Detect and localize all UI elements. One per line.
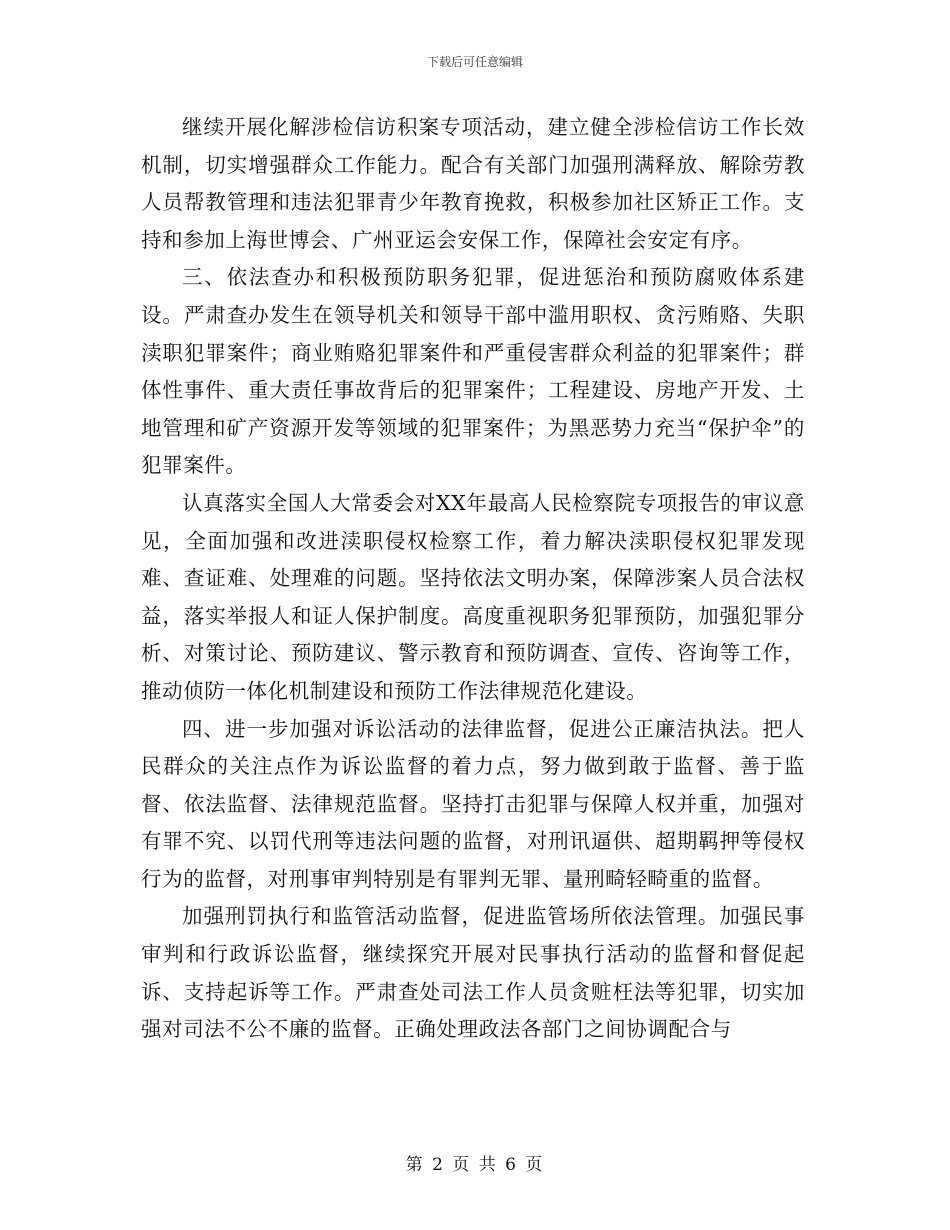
document-body [141, 109, 805, 1049]
paragraph-5: 加强刑罚执行和监管活动监督，促进监管场所依法管理。加强民事审判和行政诉讼监督，继续探究开展对民事执行活动的监督和督促起诉、支持起诉等工作。严肃查处司法工作人员贪赃枉法等犯罪，切实加强对司法不公不廉的监督。正确处理政法各部门之间协调配合与 [141, 904, 805, 1042]
paragraph-3: 认真落实全国人大常委会对XX年最高人民检察院专项报告的审议意见，全面加强和改进渎职侵权检察工作，着力解决渎职侵权犯罪发现难、查证难、处理难的问题。坚持依法文明办案，保障涉案人员合法权益，落实举报人和证人保护制度。高度重视职务犯罪预防，加强犯罪分析、对策讨论、预防建议、警示教育和预防调查、宣传、咨询等工作，推动侦防一体化机制建设和预防工作法律规范化建设。 [141, 490, 805, 703]
paragraph-2: 三、依法查办和积极预防职务犯罪，促进惩治和预防腐败体系建设。严肃查办发生在领导机关和领导干部中滥用职权、贪污贿赂、失职渎职犯罪案件；商业贿赂犯罪案件和严重侵害群众利益的犯罪案件；群体性事件、重大责任事故背后的犯罪案件；工程建设、房地产开发、土地管理和矿产资源开发等领域的犯罪案件；为黑恶势力充当“保护伞”的犯罪案件。 [141, 265, 805, 478]
paragraph-4: 四、进一步加强对诉讼活动的法律监督，促进公正廉洁执法。把人民群众的关注点作为诉讼监督的着力点，努力做到敢于监督、善于监督、依法监督、法律规范监督。坚持打击犯罪与保障人权并重，加强对有罪不究、以罚代刑等违法问题的监督，对刑讯逼供、超期羁押等侵权行为的监督，对刑事审判特别是有罪判无罪、量刑畸轻畸重的监督。 [141, 716, 805, 891]
header-note: 下载后可任意编辑 [426, 55, 523, 69]
paragraph-1: 继续开展化解涉检信访积案专项活动，建立健全涉检信访工作长效机制，切实增强群众工作能力。配合有关部门加强刑满释放、解除劳教人员帮教管理和违法犯罪青少年教育挽救，积极参加社区矫正工作。支持和参加上海世博会、广州亚运会安保工作，保障社会安定有序。 [141, 115, 805, 252]
page-number: 第 2 页 共 6 页 [405, 1155, 545, 1175]
